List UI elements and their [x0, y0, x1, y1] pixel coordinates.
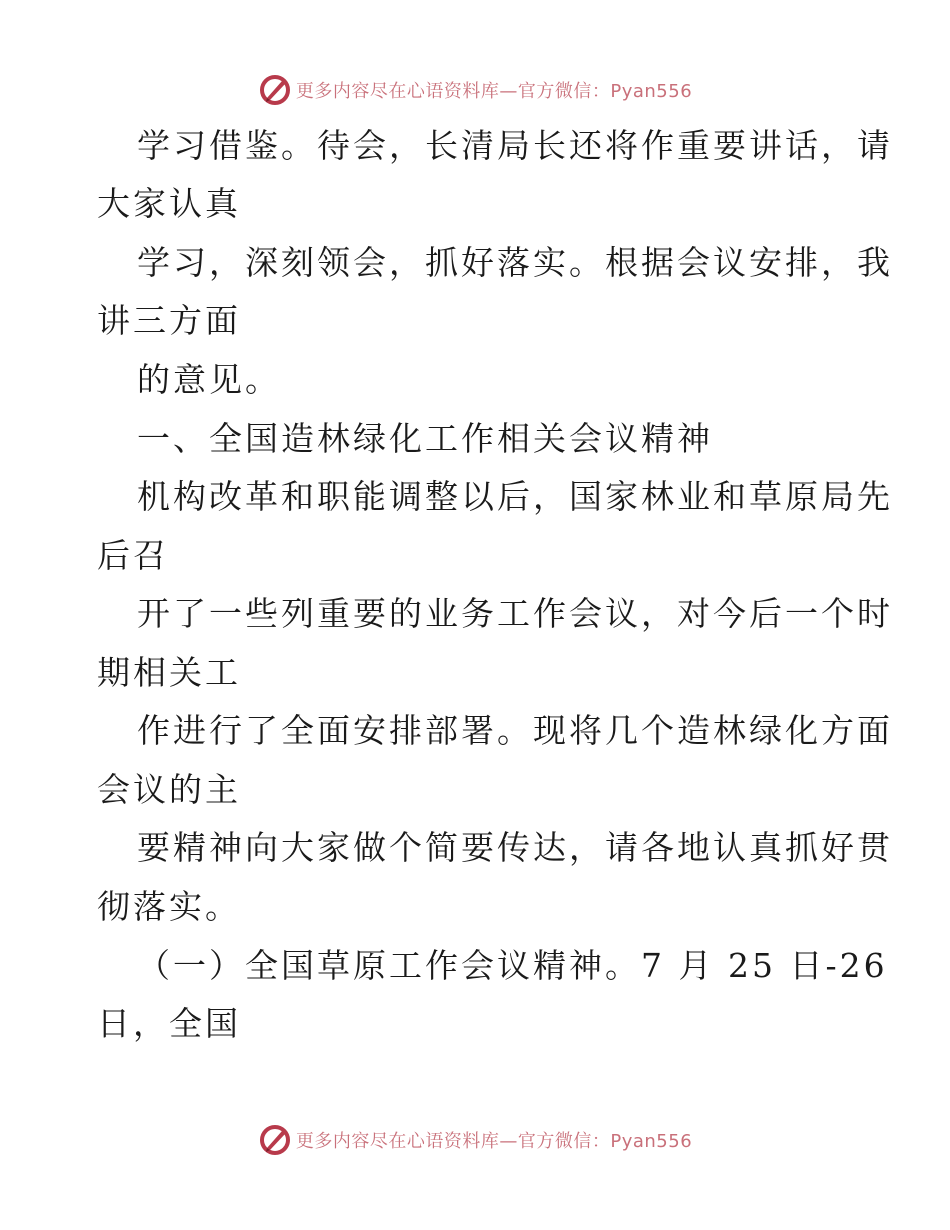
pen-logo-icon: [258, 1123, 292, 1157]
text-line: 学习，深刻领会，抓好落实。根据会议安排，我: [137, 243, 893, 282]
header-watermark: [0, 70, 950, 110]
text-line: 彻落实。: [97, 887, 241, 926]
text-line: 要精神向大家做个简要传达，请各地认真抓好贯: [137, 828, 893, 867]
text-line: 日，全国: [97, 1004, 241, 1043]
watermark-text: 更多内容尽在心语资料库—官方微信：Pyan556: [295, 81, 693, 102]
section-heading: 一、全国造林绿化工作相关会议精神: [137, 419, 713, 458]
text-line: 的意见。: [137, 360, 281, 399]
text-line: 讲三方面: [97, 301, 241, 340]
watermark-text: 更多内容尽在心语资料库—官方微信：Pyan556: [295, 1131, 693, 1152]
text-line: 作进行了全面安排部署。现将几个造林绿化方面: [137, 711, 893, 750]
text-line: 会议的主: [97, 770, 241, 809]
text-line: 后召: [97, 536, 169, 575]
subsection-heading: （一）全国草原工作会议精神。7 月 25 日-26: [137, 946, 888, 985]
text-line: 开了一些列重要的业务工作会议，对今后一个时: [137, 594, 893, 633]
pen-logo-icon: [258, 73, 292, 107]
footer-watermark: [0, 1120, 950, 1160]
text-line: 期相关工: [97, 653, 241, 692]
text-line: 机构改革和职能调整以后，国家林业和草原局先: [137, 477, 893, 516]
text-line: 学习借鉴。待会，长清局长还将作重要讲话，请: [137, 126, 893, 165]
text-line: 大家认真: [97, 184, 241, 223]
